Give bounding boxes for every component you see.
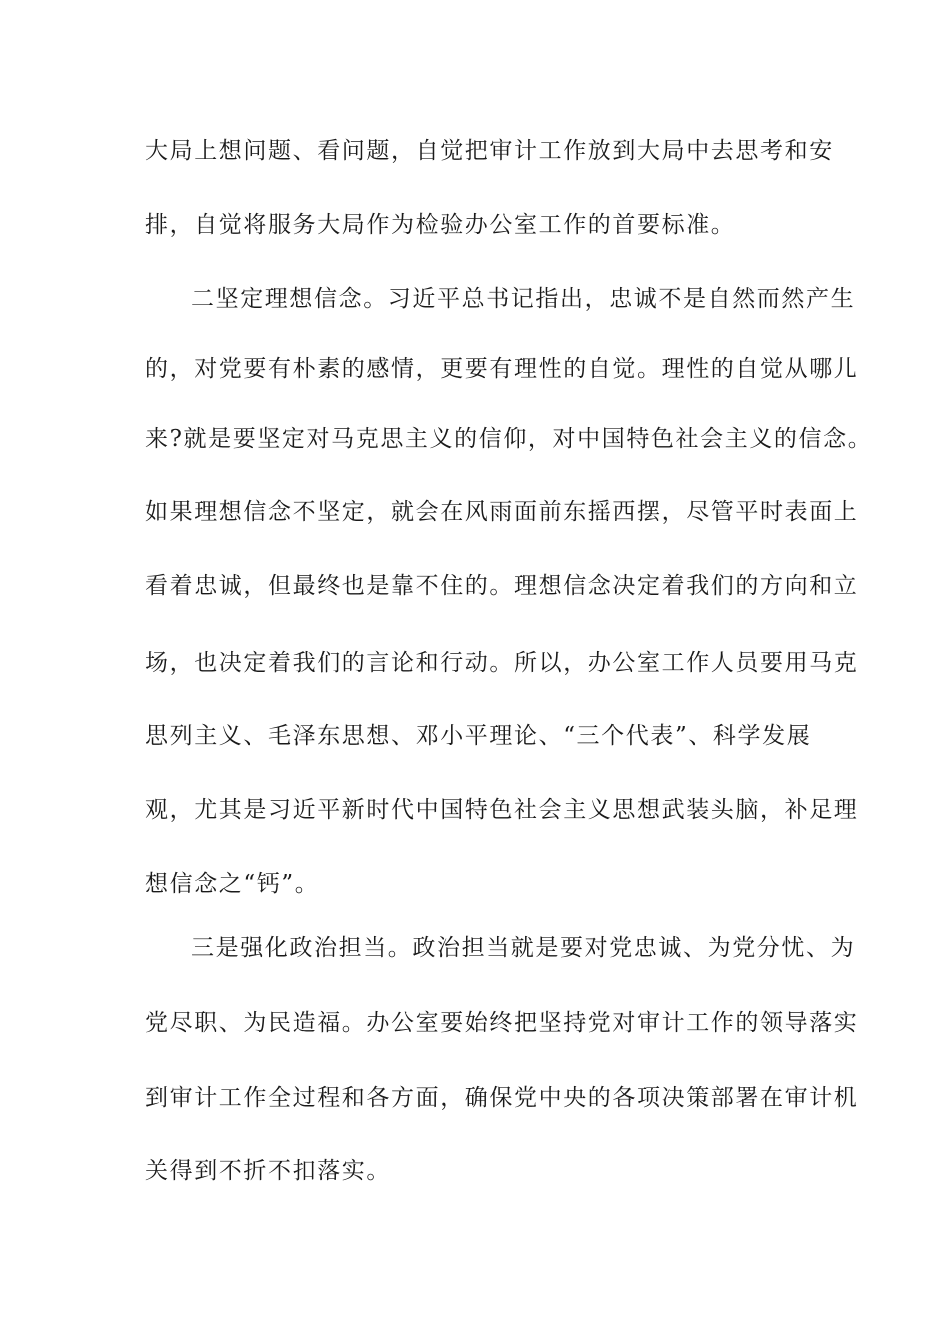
- text-line-2: 排，自觉将服务大局作为检验办公室工作的首要标准。: [145, 212, 736, 238]
- text-line-15: 关得到不折不扣落实。: [145, 1158, 391, 1184]
- paragraph-3-start: 三是强化政治担当。政治担当就是要对党忠诚、为党分忧、为: [191, 935, 856, 961]
- text-line-10: 观，尤其是习近平新时代中国特色社会主义思想武装头脑，补足理: [145, 797, 859, 823]
- paragraph-2-start: 二坚定理想信念。习近平总书记指出，忠诚不是自然而然产生: [191, 286, 856, 312]
- text-line-11: 想信念之“钙”。: [145, 871, 320, 897]
- text-line-6: 如果理想信念不坚定，就会在风雨面前东摇西摆，尽管平时表面上: [145, 499, 859, 525]
- text-line-4: 的，对党要有朴素的感情，更要有理性的自觉。理性的自觉从哪儿: [145, 356, 859, 382]
- text-line-9: 思列主义、毛泽东思想、邓小平理论、“三个代表”、科学发展: [145, 723, 812, 749]
- text-line-1: 大局上想问题、看问题，自觉把审计工作放到大局中去思考和安: [145, 138, 834, 164]
- text-line-5: 来?就是要坚定对马克思主义的信仰，对中国特色社会主义的信念。: [145, 426, 873, 452]
- text-line-14: 到审计工作全过程和各方面，确保党中央的各项决策部署在审计机: [145, 1085, 859, 1111]
- text-line-7: 看着忠诚，但最终也是靠不住的。理想信念决定着我们的方向和立: [145, 573, 859, 599]
- text-line-13: 党尽职、为民造福。办公室要始终把坚持党对审计工作的领导落实: [145, 1010, 859, 1036]
- text-line-8: 场，也决定着我们的言论和行动。所以，办公室工作人员要用马克: [145, 650, 859, 676]
